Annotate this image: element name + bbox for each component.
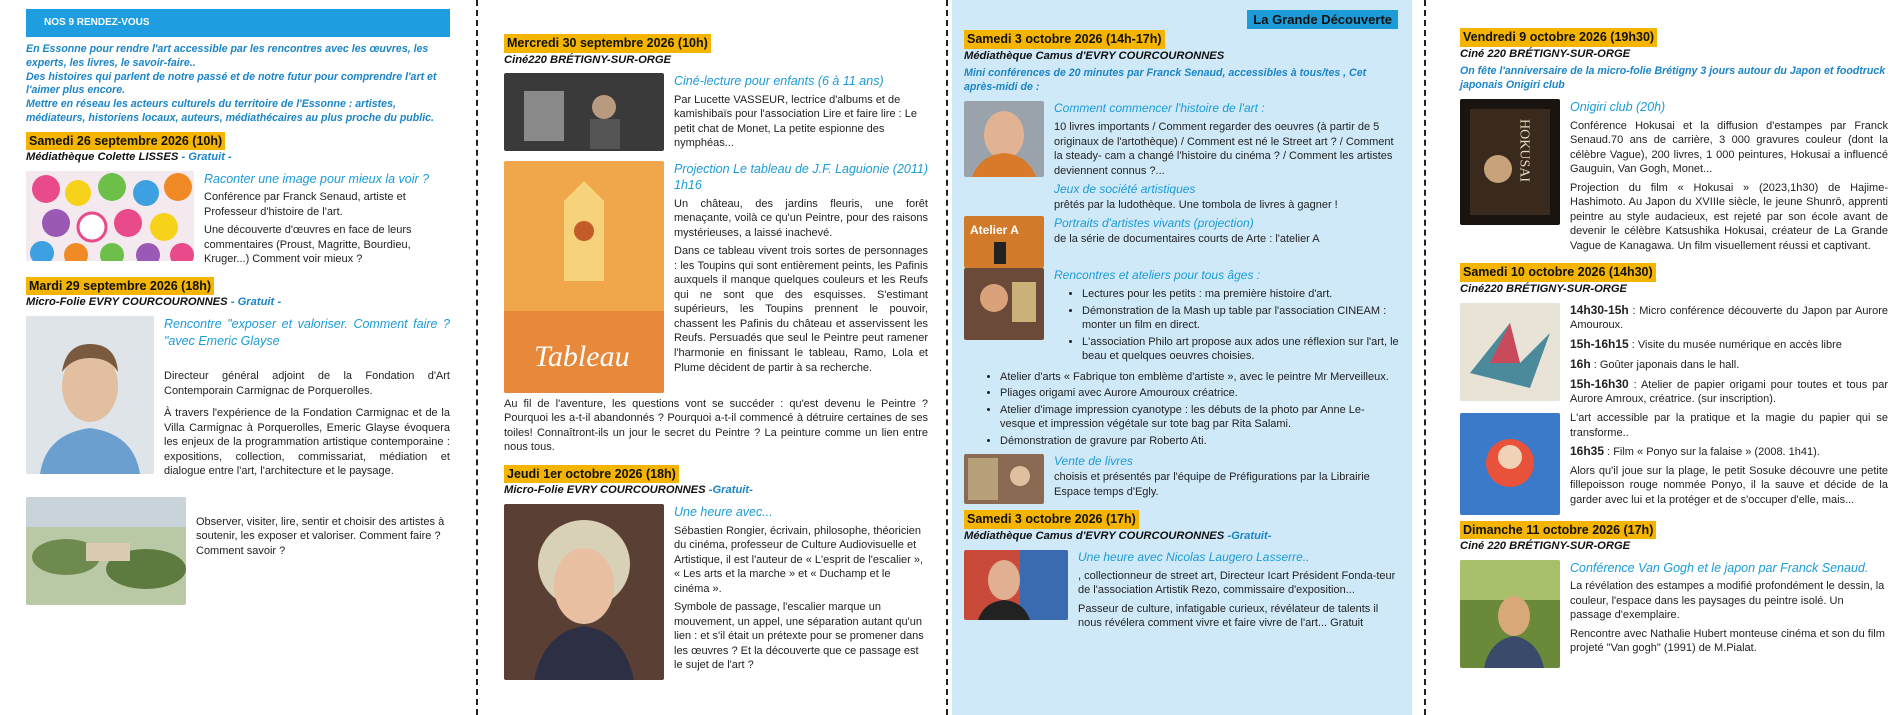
schedule-item — [1570, 337, 1888, 353]
event-venue: Ciné220 BRÉTIGNY-SUR-ORGE — [1460, 282, 1628, 295]
event-row — [26, 171, 450, 271]
time-label: 15h-16h30 — [1570, 376, 1629, 391]
activities-list — [964, 370, 1400, 449]
event-intro: Mini conférences de 20 minutes par Franck Senaud, accessibles à tous/tes , Cet après-midi de : — [964, 67, 1367, 94]
event-row — [504, 73, 928, 155]
workshop-image — [964, 268, 1044, 340]
event-date: Samedi 3 octobre 2026 (14h-17h) — [964, 30, 1165, 49]
event-row — [1460, 303, 1888, 515]
event-date: Mardi 29 septembre 2026 (18h) — [26, 277, 214, 296]
event-text: Une découverte d'œuvres en face de leurs commentaires (Proust, Magritte, Bourdieu, Kruger...) Comment voir mieux ? — [204, 224, 412, 266]
schedule-item — [1570, 444, 1888, 460]
sebastien-rongier-portrait — [504, 504, 664, 680]
schedule-text: : Micro conférence découverte du Japon par Aurore Amouroux. — [1570, 304, 1888, 332]
event-text: Rencontre avec Nathalie Hubert monteuse cinéma et son du film projeté "Van gogh" (1991) de M.Pialat. — [1570, 627, 1885, 655]
time-label: 14h30-15h — [1570, 302, 1629, 317]
free-label: -Gratuit- — [1224, 529, 1272, 542]
event-text: Directeur général adjoint de la Fondation d'Art Contemporain Carmignac de Porquerolles. — [164, 370, 450, 397]
event-date: Dimanche 11 octobre 2026 (17h) — [1460, 521, 1656, 540]
event-date: Vendredi 9 octobre 2026 (19h30) — [1460, 28, 1657, 47]
event-text: prêtés par la ludothèque. Une tombola de livres à gagner ! — [1054, 198, 1338, 211]
event-text: Par Lucette VASSEUR, lectrice d'albums et de kamishibaïs pour l'association Lire et faire lire : Le petit chat de Monet, La petite espionne des nymphéas... — [674, 93, 917, 150]
column-2 — [504, 0, 928, 715]
van-gogh-image — [1460, 560, 1560, 668]
free-label: - Gratuit - — [178, 151, 232, 164]
event-title: Portraits d'artistes vivants (projection) — [1054, 216, 1254, 231]
event-title: Raconter une image pour mieux la voir ? — [204, 171, 430, 186]
event-venue — [504, 483, 928, 498]
poster-title: HOKUSAI — [1516, 119, 1532, 183]
event-date: Mercredi 30 septembre 2026 (10h) — [504, 34, 711, 53]
event-title: Projection Le tableau de J.F. Laguionie (2011) 1h16 — [674, 161, 928, 193]
event-row — [504, 504, 928, 680]
event-venue — [964, 529, 1400, 544]
svg-text:Tableau: Tableau — [534, 339, 630, 373]
event-title: Jeux de société artistiques — [1054, 182, 1196, 197]
event-title: Une heure avec Nicolas Laugero Lasserre.. — [1078, 549, 1310, 564]
emeric-glayse-portrait — [26, 316, 154, 474]
event-row — [504, 161, 928, 393]
grande-decouverte-tag: La Grande Découverte — [1247, 10, 1398, 29]
list-item: • Démonstration de gravure par Roberto Ati. — [1000, 434, 1400, 449]
event-title: Ciné-lecture pour enfants (6 à 11 ans) — [674, 74, 884, 89]
schedule-item — [1570, 357, 1888, 373]
event-venue — [26, 295, 450, 310]
event-title: Vente de livres — [1054, 454, 1133, 469]
column-3 — [952, 0, 1412, 715]
hokusai-poster — [1460, 99, 1560, 225]
event-venue: Médiathèque Camus d'EVRY COURCOURONNES — [964, 49, 1225, 62]
schedule-item — [1570, 377, 1888, 407]
activities-list — [1054, 287, 1400, 364]
venue-name: Médiathèque Colette LISSES — [26, 151, 179, 164]
venue-name: Micro-Folie EVRY COURCOURONNES — [26, 296, 228, 309]
event-intro: On fête l'anniversaire de la micro-folie Brétigny 3 jours autour du Japon et foodtruck japonais Onigiri club — [1460, 65, 1886, 92]
time-label: 16h — [1570, 356, 1591, 371]
list-item: • Démonstration de la Mash up table par l'association CINEAM : monter un film en direct. — [1082, 304, 1400, 333]
event-text: Alors qu'il joue sur la plage, le petit Sosuke découvre une petite fillepoisson rouge nommée Ponyo, il la sauve et décide de la garder avec lui et la protéger et de s'occuper d'elle, mais... — [1570, 464, 1888, 506]
event-title: Une heure avec... — [674, 505, 773, 520]
event-text: À travers l'expérience de la Fondation Carmignac et de la Villa Carmignac à Porquerolles, Emeric Glayse évoquera les enjeux de la programmation artistique contemporaine : expositions, collection, commissariat, médiation et dialogue entre l'art, l'architecture et le paysage. — [164, 407, 450, 478]
event-text: , collectionneur de street art, Directeur Icart Président Fonda-teur de l'association Artistik Rezo, commissaire d'exposition... — [1078, 569, 1396, 597]
schedule-text: : Visite du musée numérique en accès libre — [1628, 338, 1842, 351]
event-date: Samedi 3 octobre 2026 (17h) — [964, 510, 1139, 529]
intro-text — [26, 43, 450, 126]
event-row — [964, 101, 1400, 216]
murakami-flowers-image — [26, 171, 194, 261]
event-text: 10 livres importants / Comment regarder des oeuvres (à partir de 5 originaux de l'artothèque) / Comment est né le Street art ? / Comment la steady- cam a changé l'histoire du cinéma ? / Comment les artistes deviennent connus ?... — [1054, 121, 1394, 177]
event-title: Conférence Van Gogh et le japon par Franck Senaud. — [1570, 560, 1869, 575]
venue-name: Micro-Folie EVRY COURCOURONNES — [504, 484, 706, 497]
reading-session-image — [504, 73, 664, 151]
svg-text:Atelier A: Atelier A — [970, 223, 1019, 238]
event-title: Comment commencer l'histoire de l'art : — [1054, 101, 1265, 116]
franck-senaud-portrait — [964, 101, 1044, 177]
schedule-text: : Goûter japonais dans le hall. — [1590, 358, 1740, 371]
free-label: - Gratuit - — [227, 296, 282, 309]
schedule-item — [1570, 303, 1888, 333]
event-text: Dans ce tableau vivent trois sortes de personnages : les Toupins qui sont entièrement peints, les Pafinis auxquels il manque quelques couleurs et les Reufs qui ne sont que des esquisses. S'estimant supérieurs, les Toupins prennent le pouvoir, chassent les Pafinis du château et asservissent les Reufs. Persuadés que seul le Peintre peut ramener l'harmonie en finissant le tableau, Ramo, Lola et Plume décident de partir à sa recherche. — [674, 245, 928, 374]
event-date: Samedi 26 septembre 2026 (10h) — [26, 132, 225, 151]
atelier-a-image — [964, 216, 1044, 268]
event-text: Observer, visiter, lire, sentir et choisir des artistes à soutenir, les exposer et valoriser. Comment faire ? Comment savoir ? — [196, 515, 445, 557]
event-row — [964, 550, 1400, 635]
list-item: • Atelier d'image impression cyanotype : les débuts de la photo par Anne Le-vesque et impression végétale sur tote bag par Rita Salami. — [1000, 403, 1400, 432]
villa-landscape-image — [26, 497, 186, 605]
event-text: Conférence par Franck Senaud, artiste et Professeur d'histoire de l'art. — [204, 191, 406, 218]
event-text: Passeur de culture, infatigable curieux, révélateur de talents il nous révélera comment vivre et faire vivre de l'art... Gratuit — [1078, 602, 1379, 630]
intro-line: Des histoires qui parlent de notre passé et de notre futur pour comprendre l'art et l'aimer plus encore. — [26, 70, 437, 97]
event-text: Au fil de l'aventure, les questions vont se succéder : qu'est devenu le Peintre ? Pourquoi les a-t-il abandonnés ? Pourquoi a-t-il commencé à détruire certaines de ses toiles! Connaîtront-ils un jour le secret du Peintre ? La peinture comme un lien entre nous tous. — [504, 397, 928, 454]
event-text: Sébastien Rongier, écrivain, philosophe, théoricien du cinéma, professeur de Culture Audiovisuelle et Artistique, il est l'auteur de « L'esprit de l'escalier », « Les arts et la marche » et « Duchamp et le cinéma ». — [674, 524, 924, 595]
event-venue: Ciné220 BRÉTIGNY-SUR-ORGE — [504, 53, 672, 66]
event-row — [26, 497, 450, 605]
event-title: Rencontres et ateliers pour tous âges : — [1054, 268, 1261, 283]
schedule-text: : Atelier de papier origami pour toutes et tous par Aurore Amroux, créatrice. (sur inscription). — [1570, 378, 1888, 406]
free-label: -Gratuit- — [705, 484, 753, 497]
list-item: • Lectures pour les petits : ma première histoire d'art. — [1082, 287, 1400, 302]
event-text: choisis et présentés par l'équipe de Préfigurations par la Librairie Espace temps d'Egly. — [1054, 471, 1370, 498]
time-label: 15h-16h15 — [1570, 336, 1629, 351]
ponyo-image — [1460, 413, 1560, 515]
time-label: 16h35 — [1570, 444, 1605, 459]
event-text: de la série de documentaires courts de Arte : l'atelier A — [1054, 233, 1320, 246]
column-1 — [26, 0, 450, 715]
intro-line: Mettre en réseau les acteurs culturels du territoire de l'Essonne : artistes, médiateurs, historiens locaux, auteurs, médiathécaires au plus proche du public. — [26, 98, 434, 124]
origami-image — [1460, 303, 1560, 401]
venue-name: Médiathèque Camus d'EVRY COURCOURONNES — [964, 529, 1225, 542]
event-row — [964, 268, 1400, 365]
event-title: Rencontre "exposer et valoriser. Comment faire ? "avec Emeric Glayse — [164, 317, 450, 348]
list-item: • Atelier d'arts « Fabrique ton emblème d'artiste », avec le peintre Mr Merveilleux. — [1000, 370, 1400, 385]
event-text: La révélation des estampes a modifié profondément le dessin, la couleur, l'espace dans les paysages du peintre isolé. Un passage d'exemplaire. — [1570, 580, 1885, 622]
event-row — [1460, 560, 1888, 668]
event-venue — [26, 150, 450, 165]
event-venue: Ciné 220 BRÉTIGNY-SUR-ORGE — [1460, 540, 1631, 553]
nicolas-laugero-portrait — [964, 550, 1068, 620]
event-row — [964, 216, 1400, 268]
list-item: • L'association Philo art propose aux ados une réflexion sur l'art, le beau et quelques oeuvres choisies. — [1082, 335, 1400, 364]
intro-line: En Essonne pour rendre l'art accessible par les rencontres avec les œuvres, les experts, les livres, le savoir-faire.. — [26, 43, 429, 69]
dashed-divider — [1424, 0, 1426, 715]
le-tableau-poster — [504, 161, 664, 393]
event-venue: Ciné 220 BRÉTIGNY-SUR-ORGE — [1460, 47, 1631, 60]
event-row — [1460, 99, 1888, 257]
event-text: Un château, des jardins fleuris, une forêt menaçante, voilà ce qu'un Peintre, pour des raisons mystérieuses, a laissé inachevé. — [674, 197, 928, 239]
column-4 — [1460, 0, 1888, 715]
image-stack — [1460, 303, 1560, 515]
schedule-text: : Film « Ponyo sur la falaise » (2008. 1h41). — [1604, 446, 1820, 459]
event-row — [26, 316, 450, 483]
event-row — [964, 454, 1400, 504]
event-text: Conférence Hokusai et la diffusion d'estampes par Franck Senaud.70 ans de carrière, 3 000 gravures couleur (dont la célèbre Vague), 200 livres, 1 000 peintures, Hokusai a influencé Gauguin, Van Gogh, Monet... — [1570, 119, 1888, 176]
list-item: • Pliages origami avec Aurore Amouroux créatrice. — [1000, 386, 1400, 401]
event-title: Onigiri club (20h) — [1570, 100, 1666, 115]
bookshop-image — [964, 454, 1044, 504]
event-text: L'art accessible par la pratique et la magie du papier qui se transforme.. — [1570, 411, 1888, 439]
event-date: Samedi 10 octobre 2026 (14h30) — [1460, 263, 1656, 282]
section-header: NOS 9 RENDEZ-VOUS — [26, 9, 450, 37]
event-text: Projection du film « Hokusai » (2023,1h30) de Hajime-Hashimoto. Au Japon du XVIIIe siècle, le jeune Shunrō, apprenti peintre au style audacieux, est rejeté par son école avant de devenir le célèbre Katsushika Hokusai, créateur de La Grande Vague de Kanagawa. Un film visuellement réussi et captivant. — [1570, 181, 1888, 252]
dashed-divider — [946, 0, 948, 715]
dashed-divider — [476, 0, 478, 715]
event-text: Symbole de passage, l'escalier marque un mouvement, un appel, une séparation autant qu'un lien : et s'il était un prétexte pour se promener dans les œuvres ? Et la découverte que ce passage est le sujet de l'art ? — [674, 601, 924, 672]
event-date: Jeudi 1er octobre 2026 (18h) — [504, 465, 679, 484]
